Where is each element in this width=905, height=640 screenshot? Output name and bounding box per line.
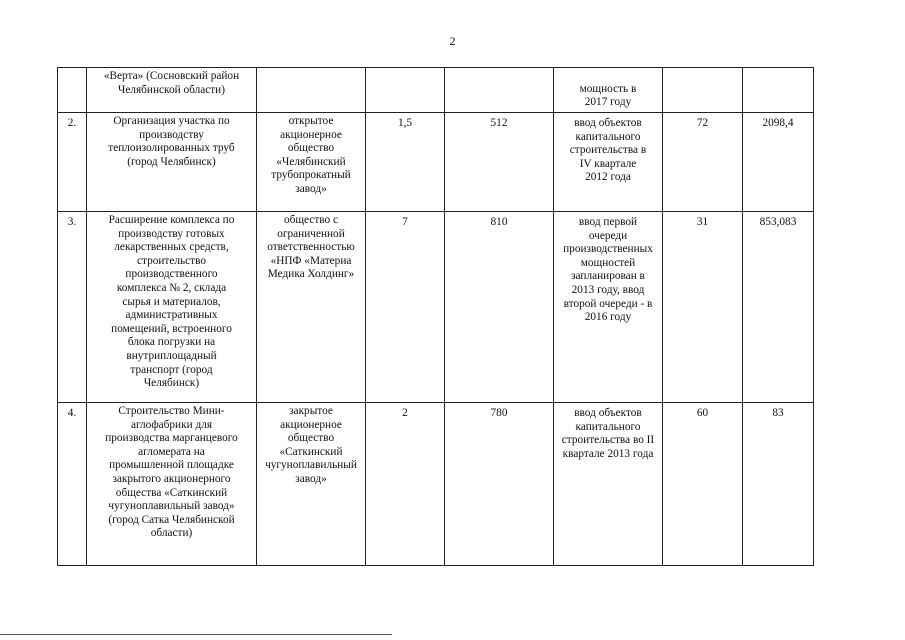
investor-name [257,68,366,113]
page-number: 2 [449,34,456,48]
value-col5: 810 [445,212,554,403]
row-number [58,68,87,113]
project-name: «Верта» (Сосновский район Челябинской области) [87,68,257,113]
investor-name: закрытое акционерное общество «Саткинский чугуноплавильный завод» [257,403,366,566]
value-col8: 853,083 [743,212,814,403]
table-row [58,68,814,113]
value-col8 [743,68,814,113]
value-col7: 72 [663,113,743,212]
commissioning-term: ввод первой очереди производственных мощностей запланирован в 2013 году, ввод второй очереди - в 2016 году [554,212,663,403]
value-col5: 512 [445,113,554,212]
value-col8: 2098,4 [743,113,814,212]
row-number: 3. [58,212,87,403]
commissioning-term: ввод объектов капитального строительства во II квартале 2013 года [554,403,663,566]
table-row [58,113,814,212]
row-number: 2. [58,113,87,212]
project-name: Расширение комплекса по производству готовых лекарственных средств, строительство производственного комплекса № 2, склада сырья и материалов, административных помещений, встроенного блока погрузки на внутриплощадный транспорт (город Челябинск) [87,212,257,403]
value-col7 [663,68,743,113]
projects-table [57,67,814,566]
value-col7: 31 [663,212,743,403]
project-name: Строительство Мини- аглофабрики для производства марганцевого агломерата на промышленной площадке закрытого акционерного общества «Саткинский чугуноплавильный завод» (город Сатка Челябинской области) [87,403,257,566]
value-col4: 7 [366,212,445,403]
investor-name: открытое акционерное общество «Челябинский трубопрокатный завод» [257,113,366,212]
row-number: 4. [58,403,87,566]
table-row [58,212,814,403]
investor-name: общество с ограниченной ответственностью «НПФ «Материа Медика Холдинг» [257,212,366,403]
commissioning-term: ввод объектов капитального строительства в IV квартале 2012 года [554,113,663,212]
value-col4: 2 [366,403,445,566]
footer-rule [0,634,392,635]
value-col4 [366,68,445,113]
table-row [58,403,814,566]
value-col8: 83 [743,403,814,566]
project-name: Организация участка по производству теплоизолированных труб (город Челябинск) [87,113,257,212]
value-col4: 1,5 [366,113,445,212]
value-col7: 60 [663,403,743,566]
value-col5 [445,68,554,113]
commissioning-term: мощность в 2017 году [554,68,663,113]
value-col5: 780 [445,403,554,566]
